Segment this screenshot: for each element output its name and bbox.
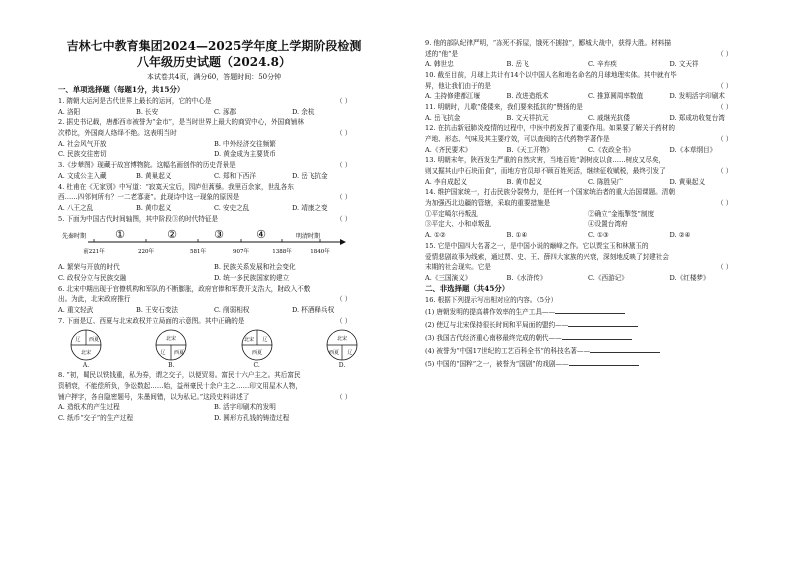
- diagram-label: 辽: [160, 350, 166, 357]
- timeline-tick-label: 907年: [233, 249, 249, 256]
- option-a[interactable]: A. 繁荣与开放的时代: [58, 263, 120, 272]
- option-a[interactable]: A. 韩世忠: [425, 60, 454, 69]
- timeline-figure: [58, 226, 370, 260]
- timeline-arrow: [340, 239, 346, 245]
- exam-subtitle: 八年级历史试题（2024.8）: [137, 55, 291, 69]
- diagram-options: [58, 326, 370, 370]
- answer-blank[interactable]: [562, 332, 632, 340]
- option-c[interactable]: C. 安史之乱: [214, 203, 250, 212]
- answer-blank[interactable]: [568, 319, 638, 327]
- option-c[interactable]: C. 戚继光抗倭: [588, 113, 630, 122]
- question-3-options: [58, 171, 370, 182]
- diagram-label: 西夏: [251, 350, 262, 357]
- section-heading: 一、单项选择题（每题1分，共15分）: [58, 85, 185, 94]
- option-c[interactable]: C. ①③: [588, 231, 609, 240]
- diagram-label: 辽: [75, 337, 81, 344]
- option-b[interactable]: B. 岳飞: [506, 60, 529, 69]
- diagram-b-circle: [153, 328, 189, 362]
- diagram-d-circle: [324, 328, 360, 362]
- diagram-a[interactable]: [68, 328, 104, 370]
- question-14-options: [425, 230, 751, 241]
- option-c[interactable]: C. 辛弃疾: [588, 60, 617, 69]
- answer-blank[interactable]: [569, 358, 639, 366]
- question-8: 8. “初，蜀民以铁钱重，私为券，谓之交子，以便贸易。富民十六户主之。其后富民 资稍衰，不能偿所负，争讼数起……始，益州豪民十余户主之……印文用屋木人物， 铺户押字，各自隐密题号，朱墨间错，以为私记。”这段史料讲述了 （ ）: [58, 371, 352, 401]
- option-b[interactable]: B. ①④: [506, 231, 528, 240]
- option-a[interactable]: A. 洛阳: [58, 107, 81, 116]
- option-b[interactable]: B. 黄巾起义: [136, 203, 172, 212]
- statement-item: ③平定大、小和卓叛乱: [425, 220, 491, 229]
- timeline-tick-label: 1388年: [272, 249, 292, 256]
- option-d[interactable]: D. ②④: [669, 231, 691, 240]
- diagram-label: 西夏: [88, 337, 100, 344]
- question-13-options: [425, 177, 751, 188]
- question-16-item: (4) 被誉为“中国17世纪的工艺百科全书”的科技名著——: [425, 345, 751, 358]
- diagram-label: 西夏: [174, 350, 185, 357]
- answer-blank[interactable]: [590, 345, 660, 353]
- question-16-item: (2) 使辽与北宋保持很长时间和平局面的盟约——: [425, 319, 751, 332]
- section-heading-2: 二、非选择题（共45分）: [425, 284, 510, 294]
- option-a[interactable]: A. 李自成起义: [425, 177, 467, 186]
- option-c[interactable]: C.《农政全书》: [588, 145, 635, 154]
- option-b[interactable]: B. 中外经济交往频繁: [214, 139, 276, 148]
- option-d[interactable]: D. 郑成功收复台湾: [669, 113, 725, 122]
- statement-item: ②确立“金瓶掣签”制度: [588, 209, 655, 218]
- diagram-b[interactable]: [153, 328, 189, 370]
- option-d[interactable]: D. 文天祥: [669, 60, 699, 69]
- option-c[interactable]: C.《西游记》: [588, 273, 628, 282]
- question-5-options: [58, 262, 370, 284]
- question-11-options: [425, 113, 751, 124]
- timeline-mark-3: ③: [214, 228, 224, 242]
- question-16-item: (3) 我国古代经济重心南移最终完成的朝代——: [425, 332, 751, 345]
- option-a[interactable]: A. 社会风气开放: [58, 139, 107, 148]
- diagram-label: 西夏: [328, 350, 339, 357]
- option-b[interactable]: B. 改进造纸术: [506, 92, 549, 101]
- option-c[interactable]: C. 郑和下西洋: [214, 171, 256, 180]
- diagram-label: 北宋: [243, 337, 254, 344]
- question-5: 5. 下面为中国古代时间轴图，其中阶段③的时代特征是 （ ）: [58, 214, 352, 223]
- option-d[interactable]: D.《红楼梦》: [669, 273, 710, 282]
- option-c[interactable]: C. 民族交往密切: [58, 150, 107, 159]
- option-c[interactable]: C. 政权分立与民族交融: [58, 273, 127, 282]
- option-c[interactable]: C. 削弱相权: [214, 305, 250, 314]
- diagram-c-circle: [239, 328, 275, 362]
- option-c[interactable]: C. 纸币“交子”的生产过程: [58, 413, 134, 422]
- timeline-left-label: 先秦时期: [62, 233, 87, 241]
- question-10: 10. 截至目前，月球上共计有14个以中国人名和地名命名的月球地理实体。其中就有毕 昇，他让我们由于的是 （ ）: [425, 70, 733, 90]
- question-11: 11. 明朝时，儿歌“倭倭来，我们要来抵抗的”赞扬的是 （ ）: [425, 102, 733, 111]
- diagram-d[interactable]: [324, 328, 360, 370]
- option-d[interactable]: D. 余杭: [292, 107, 315, 116]
- question-3: 3.《步辇图》现藏于故宫博物院。这幅名画创作的历史背景是 （ ）: [58, 161, 352, 170]
- option-a[interactable]: A. 岳飞抗金: [425, 113, 461, 122]
- question-9-options: [425, 59, 751, 70]
- question-9: 9. 他的部队纪律严明，“冻死不拆屋，饿死不掳掠”，郾城大战中，获得大胜。材料描 述的“他”是 （ ）: [425, 39, 733, 58]
- question-12: 12. 在抗击新冠肺炎疫情的过程中，中医中药发挥了重要作用。如果要了解关于药材的 产地、形态、气味及其主要疗效，可以查阅的古代药物学著作是 （ ）: [425, 124, 733, 143]
- timeline-tick-label: 220年: [138, 249, 154, 256]
- question-1: 1. 隋朝大运河是古代世界上最长的运河，它的中心是 （ ）: [58, 97, 352, 105]
- left-column: [58, 0, 370, 561]
- option-d[interactable]: D. 黄金成为主要货币: [214, 150, 276, 159]
- question-14: 14. 维护国家统一，打击民族分裂势力，是任何一个国家统治者的重大治国课题。清朝 为加强西北边疆的管辖，采取的重要措施是 （ ）: [425, 188, 733, 207]
- question-8-options: [58, 402, 370, 424]
- option-d[interactable]: D. 圆形方孔钱的铸造过程: [214, 413, 290, 422]
- option-a[interactable]: A. 造纸术的产生过程: [58, 403, 120, 412]
- option-a[interactable]: A.《三国演义》: [425, 273, 472, 282]
- option-a[interactable]: A. ①②: [425, 231, 446, 240]
- question-13: 13. 明朝末年，陕西发生严重的自然灾害，当地百姓“剥树皮以食……树皮又尽矣， 则又掘其山中石块而食”，而地方官员却不顾百姓死活，继续征收赋税，最终引发了 （ ）: [425, 156, 733, 175]
- option-b[interactable]: B. 长安: [136, 107, 159, 116]
- option-b[interactable]: B. 王安石变法: [136, 305, 179, 314]
- timeline-mark-2: ②: [167, 228, 177, 242]
- diagram-a-label: A.: [82, 362, 90, 370]
- option-b[interactable]: B. 黄巢起义: [136, 171, 172, 180]
- right-column: [425, 0, 751, 561]
- question-2-options: [58, 139, 370, 161]
- timeline-mark-1: ①: [115, 228, 125, 242]
- diagram-c-label: C.: [253, 362, 260, 370]
- option-b[interactable]: B. 黄巾起义: [506, 177, 542, 186]
- option-d[interactable]: D. 靖康之变: [292, 203, 328, 212]
- question-6: 6. 北宋中期出现于官僚机构和军队的不断膨胀，政府官俸和军费开支浩大，財政入不敷 出。为此，北宋政府推行 （ ）: [58, 284, 352, 304]
- option-c[interactable]: C. 推算圆周率数值: [588, 92, 644, 101]
- option-d[interactable]: D. 黄巢起义: [669, 177, 706, 186]
- diagram-label: 辽: [262, 337, 268, 344]
- question-16-item: (1) 唐朝发明的提高耕作效率的生产工具——: [425, 306, 751, 319]
- diagram-label: 北宋: [166, 336, 177, 343]
- exam-info: 本试卷共4页，满分60，答题时间：50分钟: [146, 73, 282, 81]
- option-b[interactable]: B. 活字印刷术的发明: [214, 403, 276, 412]
- question-14-items: [425, 209, 751, 231]
- option-b[interactable]: B. 民族关系发展和社会变化: [214, 263, 296, 272]
- diagram-c[interactable]: [239, 328, 275, 370]
- timeline-tick-label: 1840年: [310, 249, 330, 256]
- option-a[interactable]: A. 八王之乱: [58, 203, 94, 212]
- exam-title: 吉林七中教育集团2024—2025学年度上学期阶段检测: [66, 39, 362, 53]
- question-6-options: [58, 305, 370, 316]
- question-4-options: [58, 203, 370, 214]
- timeline-tick-label: 前221年: [83, 249, 105, 256]
- question-7: 7. 下面是辽、西夏与北宋政权并立局面的示意图。其中正确的是 （ ）: [58, 316, 352, 325]
- diagram-a-circle: [68, 328, 104, 362]
- option-b[interactable]: B.《天工开物》: [506, 145, 554, 154]
- option-a[interactable]: A. 文成公主入藏: [58, 171, 107, 180]
- statement-item: ④设置台湾府: [588, 220, 628, 229]
- answer-blank[interactable]: [555, 306, 625, 314]
- question-2: 2. 据史书记载，唐都西市被誉为“金市”，是当时世界上最大的商贸中心，外国商铺林 次栉比，外国商人络绎不绝。这表明当时 （ ）: [58, 118, 352, 137]
- option-d[interactable]: D. 杯酒释兵权: [292, 305, 335, 314]
- option-d[interactable]: D. 统一多民族国家的建立: [214, 273, 290, 282]
- question-15-options: [425, 273, 751, 284]
- option-c[interactable]: C. 陈胜吴广: [588, 177, 624, 186]
- timeline-right-label: 明清时期: [296, 233, 321, 241]
- statement-item: ①平定噶尔丹叛乱: [425, 209, 478, 218]
- question-15: 15. 它是中国四大名著之一，是中国小说的巅峰之作。它以贾宝玉和林黛玉的 爱情悲剧故事为线索，通过贾、史、王、薛四大家族的兴衰，深刻地反映了封建社会 末期的社会现实。它是 （ ）: [425, 241, 733, 272]
- option-b[interactable]: B.《水浒传》: [506, 273, 547, 282]
- question-16-item: (5) 中国的“国粹”之一，被誉为“国剧”的戏剧——: [425, 358, 751, 371]
- timeline-mark-4: ④: [256, 228, 266, 242]
- question-12-options: [425, 145, 751, 156]
- diagram-label: 辽: [347, 350, 353, 357]
- option-d[interactable]: D.《本草纲目》: [669, 145, 717, 154]
- option-a[interactable]: A. 主持修建都江堰: [425, 92, 481, 101]
- diagram-b-label: B.: [168, 362, 175, 370]
- diagram-label: 北宋: [80, 350, 92, 357]
- option-a[interactable]: A.《齐民要术》: [425, 145, 472, 154]
- timeline-tick-label: 581年: [190, 249, 206, 256]
- option-d[interactable]: D. 岳飞抗金: [292, 171, 328, 180]
- question-1-options: [58, 107, 370, 118]
- option-d[interactable]: D. 发明活字印刷术: [669, 92, 725, 101]
- question-4: 4. 杜甫在《无家别》中写道：“寂寞天宝后，园庐但蒿藜。我里百余家，世乱各东 西……四邻何所有？一二老寡妻”。此现诗中这一现象的原因是 （ ）: [58, 182, 352, 202]
- question-10-options: [425, 91, 751, 102]
- timeline-svg: [58, 226, 370, 260]
- diagram-d-label: D.: [338, 362, 346, 370]
- option-a[interactable]: A. 重文轻武: [58, 305, 94, 314]
- option-b[interactable]: B. 文天祥抗元: [506, 113, 549, 122]
- diagram-label: 北宋: [336, 336, 347, 343]
- option-c[interactable]: C. 涿郡: [214, 107, 237, 116]
- question-16: 16. 根据下列提示写出相对应的内容。（5分）: [425, 296, 558, 305]
